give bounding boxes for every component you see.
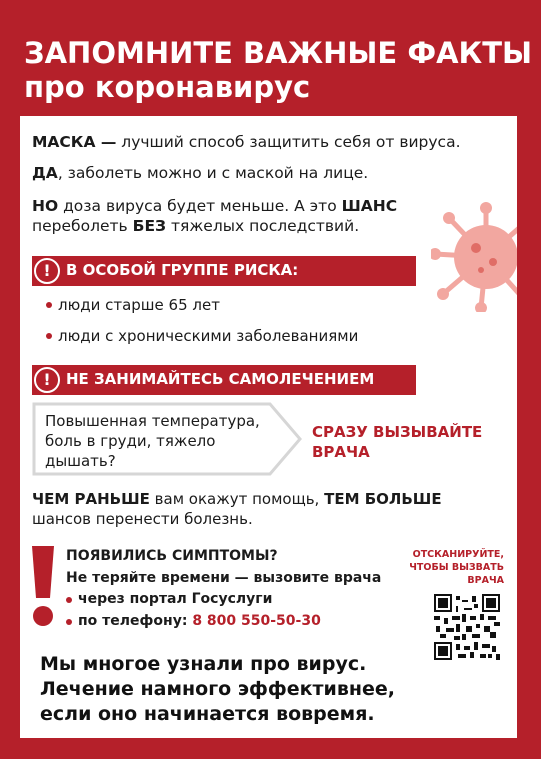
content-card [20, 116, 517, 738]
title-line-2: про коронавирус [24, 70, 311, 104]
fact-yes: ДА, заболеть можно и с маской на лице. [32, 164, 369, 182]
symptoms-subheading: Не теряйте времени — вызовите врача [66, 570, 382, 586]
exclamation-circle-icon: ! [34, 367, 60, 393]
phone-number: 8 800 550-50-30 [192, 613, 321, 629]
risk-item: люди старше 65 лет [58, 296, 220, 314]
qr-instructions: ОТСКАНИРУЙТЕ, ЧТОБЫ ВЫЗВАТЬ ВРАЧА [409, 549, 504, 586]
contact-phone-item: по телефону: 8 800 550-50-30 [78, 613, 321, 629]
closing-statement: Мы многое узнали про вирус. Лечение намного эффективнее, если оно начинается вовремя. [40, 653, 396, 725]
earlier-help-text: ЧЕМ РАНЬШЕ вам окажут помощь, ТЕМ БОЛЬШЕ шансов перенести болезнь. [32, 490, 442, 528]
fact-but: НО доза вируса будет меньше. А это ШАНС переболеть БЕЗ тяжелых последствий. [32, 197, 398, 235]
no-self-treatment-banner: ! НЕ ЗАНИМАЙТЕСЬ САМОЛЕЧЕНИЕМ [32, 365, 416, 395]
qr-code[interactable] [434, 594, 500, 660]
poster-title [24, 36, 532, 104]
title-line-1: ЗАПОМНИТЕ ВАЖНЫЕ ФАКТЫ [24, 36, 533, 70]
fact-mask: МАСКА — лучший способ защитить себя от вируса. [32, 133, 461, 151]
risk-item: люди с хроническими заболеваниями [58, 327, 359, 345]
risk-group-banner: ! В ОСОБОЙ ГРУППЕ РИСКА: [32, 256, 416, 286]
virus-icon [431, 202, 517, 312]
contact-portal-item: через портал Госуслуги [78, 591, 273, 607]
exclamation-mark-icon [30, 546, 56, 628]
symptoms-heading: ПОЯВИЛИСЬ СИМПТОМЫ? [66, 548, 278, 564]
exclamation-circle-icon: ! [34, 258, 60, 284]
symptoms-question: Повышенная температура, боль в груди, тяжело дышать? [45, 412, 260, 470]
call-doctor-text: СРАЗУ ВЫЗЫВАЙТЕ ВРАЧА [312, 423, 483, 461]
